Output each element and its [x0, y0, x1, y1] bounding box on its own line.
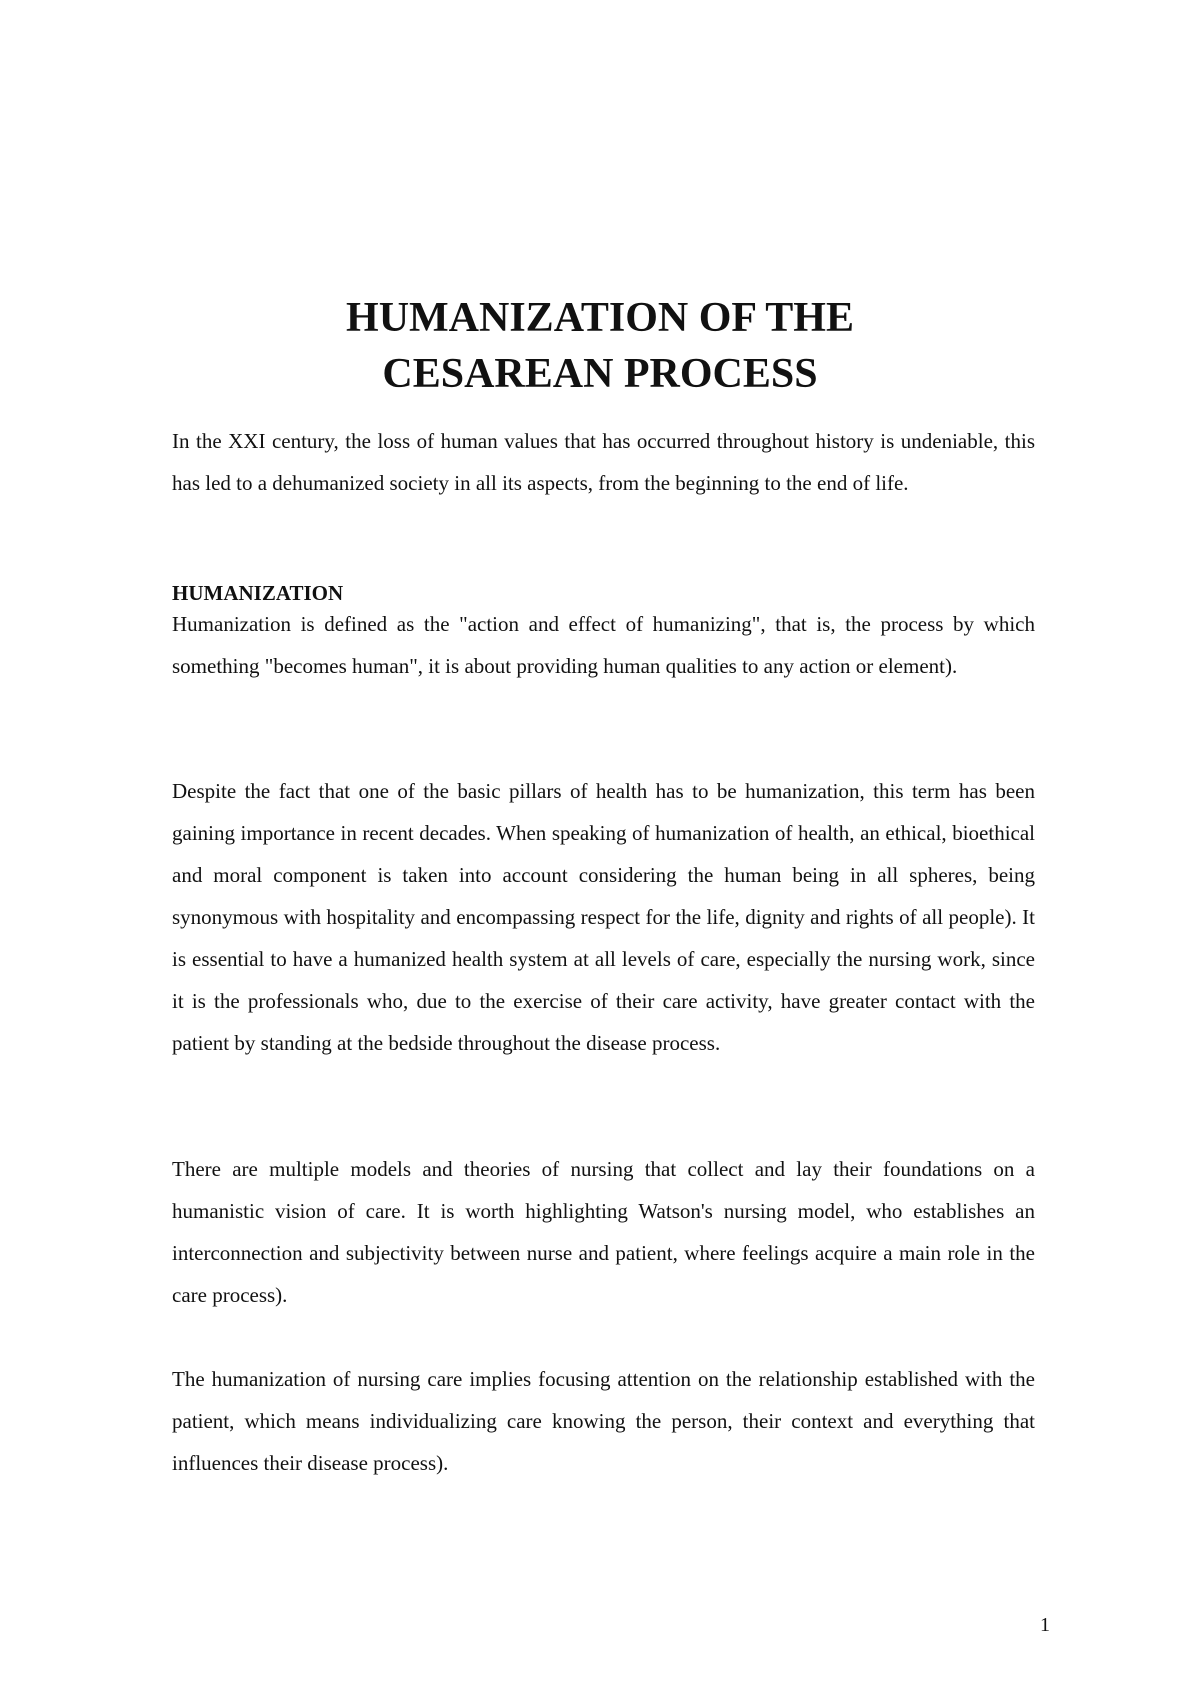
nursing-care-paragraph: The humanization of nursing care implies focusing attention on the relationship established with the patient, which means individualizing care knowing the person, their context and everything that influences their disease process). [172, 1367, 1035, 1475]
document-title [160, 290, 1040, 402]
page-number: 1 [1040, 1614, 1050, 1636]
definition-paragraph: Humanization is defined as the "action and effect of humanizing", that is, the process by which something "becomes human", it is about providing human qualities to any action or element). [172, 612, 1035, 678]
section-heading: HUMANIZATION [172, 581, 344, 605]
intro-paragraph: In the XXI century, the loss of human values that has occurred throughout history is undeniable, this has led to a dehumanized society in all its aspects, from the beginning to the end of life. [172, 429, 1035, 495]
health-humanization-paragraph: Despite the fact that one of the basic pillars of health has to be humanization, this term has been gaining importance in recent decades. When speaking of humanization of health, an ethical, bioethical and moral component is taken into account considering the human being in all spheres, being synonymous with hospitality and encompassing respect for the life, dignity and rights of all people). It is essential to have a humanized health system at all levels of care, especially the nursing work, since it is the professionals who, due to the exercise of their care activity, have greater contact with the patient by standing at the bedside throughout the disease process. [172, 779, 1035, 1055]
title-line-1: HUMANIZATION OF THE [346, 295, 854, 341]
title-line-2: CESAREAN PROCESS [382, 351, 818, 397]
nursing-models-paragraph: There are multiple models and theories of nursing that collect and lay their foundations on a humanistic vision of care. It is worth highlighting Watson's nursing model, who establishes an interconnection and subjectivity between nurse and patient, where feelings acquire a main role in the care process). [172, 1157, 1035, 1307]
